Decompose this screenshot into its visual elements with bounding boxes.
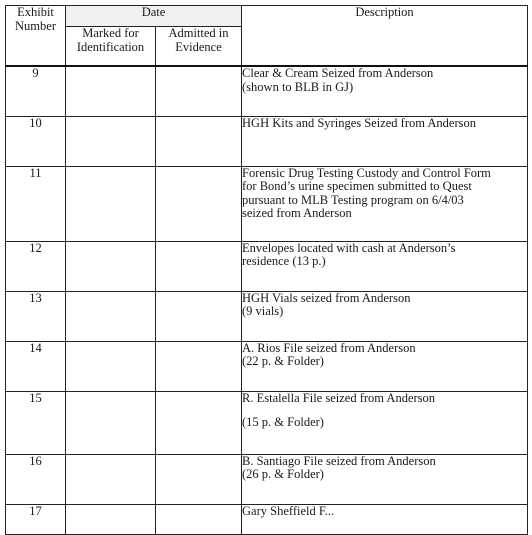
- description-header: Description: [242, 6, 528, 67]
- description-cell: [242, 454, 528, 504]
- marked-date-cell: [66, 291, 156, 341]
- exhibit-number-header: Exhibit Number: [6, 6, 66, 67]
- exhibit-list-page: [5, 5, 527, 525]
- admitted-in-evidence-header: Admitted in Evidence: [156, 27, 242, 67]
- description-line: for Bond’s urine specimen submitted to Quest: [242, 179, 472, 193]
- description-line: (22 p. & Folder): [242, 354, 324, 368]
- admitted-date-cell: [156, 291, 242, 341]
- marked-date-cell: [66, 241, 156, 291]
- description-line: (shown to BLB in GJ): [242, 79, 354, 94]
- marked-for-identification-header: Marked for Identification: [66, 27, 156, 67]
- description-cell: [242, 391, 528, 454]
- table-row: [6, 341, 528, 391]
- description-line: B. Santiago File seized from Anderson: [242, 453, 436, 468]
- description-cell: [242, 341, 528, 391]
- description-line: HGH Kits and Syringes Seized from Anderson: [242, 115, 477, 130]
- exhibit-number-cell: 9: [6, 66, 66, 116]
- description-line: residence (13 p.): [242, 254, 326, 268]
- exhibit-number-cell: 11: [6, 166, 66, 241]
- table-row: [6, 66, 528, 116]
- admitted-date-cell: [156, 391, 242, 454]
- table-row: [6, 116, 528, 166]
- table-row: [6, 166, 528, 241]
- description-cell: [242, 166, 528, 241]
- exhibit-number-cell: 17: [6, 504, 66, 534]
- description-line: A. Rios File seized from Anderson: [242, 340, 416, 355]
- admitted-date-cell: [156, 116, 242, 166]
- admitted-date-cell: [156, 454, 242, 504]
- table-row: [6, 391, 528, 454]
- table-row: [6, 291, 528, 341]
- marked-date-cell: [66, 391, 156, 454]
- description-line: Forensic Drug Testing Custody and Control Form: [242, 165, 491, 180]
- description-cell: [242, 66, 528, 116]
- marked-date-cell: [66, 116, 156, 166]
- description-line: HGH Vials seized from Anderson: [242, 290, 411, 305]
- description-line: Clear & Cream Seized from Anderson: [242, 66, 434, 80]
- description-cell: [242, 241, 528, 291]
- marked-date-cell: [66, 166, 156, 241]
- admitted-date-cell: [156, 166, 242, 241]
- marked-date-cell: [66, 341, 156, 391]
- admitted-date-cell: [156, 66, 242, 116]
- description-cell: [242, 116, 528, 166]
- marked-date-cell: [66, 66, 156, 116]
- exhibit-number-cell: 16: [6, 454, 66, 504]
- table-row: [6, 241, 528, 291]
- description-line: R. Estalella File seized from Anderson: [242, 390, 436, 405]
- description-line: (26 p. & Folder): [242, 467, 324, 481]
- description-cell: [242, 291, 528, 341]
- exhibit-table: [5, 5, 528, 535]
- marked-date-cell: [66, 454, 156, 504]
- exhibit-number-cell: 12: [6, 241, 66, 291]
- admitted-date-cell: [156, 341, 242, 391]
- exhibit-number-cell: 13: [6, 291, 66, 341]
- description-line: seized from Anderson: [242, 206, 352, 220]
- description-line: (15 p. & Folder): [242, 415, 324, 429]
- description-line: Envelopes located with cash at Anderson’s: [242, 240, 456, 255]
- description-line: pursuant to MLB Testing program on 6/4/03: [242, 192, 464, 207]
- admitted-date-cell: [156, 241, 242, 291]
- description-line: (9 vials): [242, 304, 284, 318]
- exhibit-rows: [6, 66, 528, 534]
- exhibit-number-cell: 14: [6, 341, 66, 391]
- table-row: [6, 454, 528, 504]
- exhibit-number-cell: 15: [6, 391, 66, 454]
- description-line: Gary Sheffield F...: [242, 503, 335, 518]
- date-header: Date: [66, 6, 242, 27]
- exhibit-number-cell: 10: [6, 116, 66, 166]
